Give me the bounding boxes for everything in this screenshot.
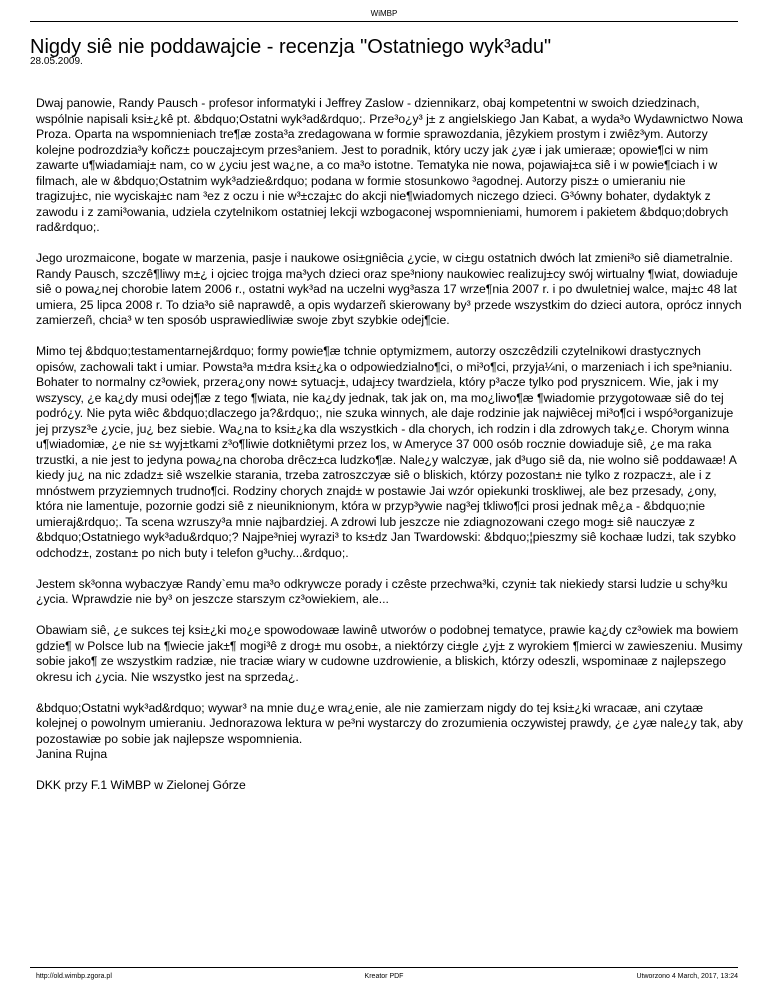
- footer-created: Utworzono 4 March, 2017, 13:24: [636, 973, 738, 980]
- paragraph-1: Dwaj panowie, Randy Pausch - profesor informatyki i Jeffrey Zaslow - dziennikarz, obaj kompetentni w swoich dziedzinach, wspólnie napisali ksi±¿kê pt. &bdquo;Ostatni wyk³ad&rdquo;. Prze³o¿y³ j± z angielskiego Jan Kabat, a wyda³o Wydawnictwo Nowa Proza. Oparta na wspomnieniach tre¶æ zosta³a zredagowana w formie sprawozdania, jêzykiem prostym i zwiêz³ym. Autorzy kolejne podrozdzia³y koñcz± pouczaj±cym przes³aniem. Jest to poradnik, który uczy jak ¿yæ i jak umieraæ; opowie¶ci w nim zawarte u¶wiadamiaj± nam, co w ¿yciu jest wa¿ne, a co ma³o istotne. Tematyka nie nowa, pojawiaj±ca siê i w powie¶ciach i w filmach, ale w &bdquo;Ostatnim wyk³adzie&rdquo; podana w formie stosunkowo ³agodnej. Autorzy pisz± o umieraniu nie tragizuj±c, nie wyciskaj±c nam ³ez z oczu i nie w³±czaj±c do akcji nie¶wiadomych niczego dzieci. G³ówny bohater, dydaktyk z zawodu i z zami³owania, udziela czytelnikom ostatniej lekcji wzbogaconej wspomnieniami, humorem i pakietem &bdquo;dobrych rad&rdquo;.: [36, 96, 743, 234]
- footer-divider: [30, 967, 738, 968]
- footer-url[interactable]: http://old.wimbp.zgora.pl: [36, 973, 112, 980]
- footer-generator: Kreator PDF: [364, 973, 404, 980]
- paragraph-5: Obawiam siê, ¿e sukces tej ksi±¿ki mo¿e spowodowaæ lawinê utworów o podobnej tematyce, prawie ka¿dy cz³owiek ma bowiem gdzie¶ w Polsce lub na ¶wiecie jak±¶ mogi³ê z drog± mu osob±, a niektórzy ci±gle ¿yj± z wyrokiem ¶mierci w zawieszeniu. Musimy sobie jako¶ ze wszystkim radziæ, nie traciæ wiary w cudowne uzdrowienie, a bliskich, którzy odeszli, wspominaæ z najlepszego okresu ich ¿ycia. Nie wszystko jest na sprzeda¿.: [36, 623, 743, 684]
- paragraph-2: Jego urozmaicone, bogate w marzenia, pasje i naukowe osi±gniêcia ¿ycie, w ci±gu ostatnich dwóch lat zmieni³o siê diametralnie. Randy Pausch, szczê¶liwy m±¿ i ojciec trojga ma³ych dzieci oraz spe³niony naukowiec realizuj±cy swój wirtualny ¶wiat, dowiaduje siê o powa¿nej chorobie latem 2006 r., ostatni wyk³ad na uczelni wyg³asza 17 wrze¶nia 2007 r. i po dwuletniej walce, maj±c 48 lat umiera, 25 lipca 2008 r. To dzia³o siê naprawdê, a opis wydarzeñ skierowany by³ przede wszystkim do dzieci autora, oprócz innych zamierzeñ, chcia³ w ten sposób usprawiedliwiæ swoje zbyt szybkie odej¶cie.: [36, 251, 742, 327]
- paragraph-6: &bdquo;Ostatni wyk³ad&rdquo; wywar³ na mnie du¿e wra¿enie, ale nie zamierzam nigdy do tej ksi±¿ki wracaæ, ani czytaæ kolejnej o powolnym umieraniu. Jednorazowa lektura w pe³ni wystarczy do zrozumienia oczywistej prawdy, ¿e ¿yæ nale¿y tak, aby pozostawiæ po sobie jak najlepsze wspomnienia. Janina Rujna: [36, 700, 743, 761]
- header-site-name: WiMBP: [370, 9, 398, 18]
- header-divider: [30, 21, 738, 22]
- paragraph-4: Jestem sk³onna wybaczyæ Randy`emu ma³o odkrywcze porady i czêste przechwa³ki, czyni± tak niekiedy starsi ludzie u schy³ku ¿ycia. Wprawdzie nie by³ on jeszcze starszym cz³owiekiem, ale...: [36, 576, 728, 606]
- article-body: [36, 96, 744, 809]
- paragraph-7: DKK przy F.1 WiMBP w Zielonej Górze: [36, 778, 246, 792]
- paragraph-3: Mimo tej &bdquo;testamentarnej&rdquo; formy powie¶æ tchnie optymizmem, autorzy oszczêdzili czytelnikowi drastycznych opisów, zachowali takt i umiar. Powsta³a m±dra ksi±¿ka o odpowiedzialno¶ci, o mi³o¶ci, przyja¼ni, o marzeniach i ich spe³nianiu. Bohater to normalny cz³owiek, przera¿ony now± sytuacj±, udaj±cy twardziela, który p³acze tylko pod prysznicem. Wie, jak i my wszyscy, ¿e ka¿dy musi odej¶æ z tego ¶wiata, nie ka¿dy jednak, tak jak on, ma mo¿liwo¶æ ¶wiadomie przygotowaæ siê do tej podró¿y. Nie pyta wiêc &bdquo;dlaczego ja?&rdquo;, nie szuka winnych, ale daje rodzinie jak najwiêcej mi³o¶ci i wspó³organizuje jej przysz³e ¿ycie, ju¿ bez siebie. Wa¿na to ksi±¿ka dla wszystkich - dla chorych, ich rodzin i dla zdrowych tak¿e. Chorym winna u¶wiadomiæ, ¿e nie s± wyj±tkami z³o¶liwie dotkniêtymi przez los, w Ameryce 37 000 osób rocznie dowiaduje siê, ¿e ma raka trzustki, a nie jest to jedyna powa¿na choroba drêcz±ca ludzko¶æ. Nale¿y walczyæ, jak d³ugo siê da, nie wolno siê poddawaæ! A kiedy ju¿ na nic zdadz± siê wszelkie starania, trzeba zatroszczyæ siê o bliskich, którzy pozostan± nie tylko z rozpacz±, ale i z mnóstwem przyziemnych trudno¶ci. Rodziny chorych znajd± w postawie Jai wzór opiekunki troskliwej, ale bez przesady, ¿ony, która nie lamentuje, pozornie godzi siê z nieuniknionym, która w przyp³ywie nag³ej tkliwo¶ci prosi jednak mê¿a - &bdquo;nie umieraj&rdquo;. Ta scena wzruszy³a mnie najbardziej. A zdrowi lub jeszcze nie zdiagnozowani czego mog± siê nauczyæ z &bdquo;Ostatniego wyk³adu&rdquo;? Najpe³niej wyrazi³ to ks±dz Jan Twardowski: &bdquo;¦pieszmy siê kochaæ ludzi, tak szybko odchodz±, zostan± po nich buty i telefon g³uchy...&rdquo;.: [36, 344, 737, 560]
- article-title: Nigdy siê nie poddawajcie - recenzja "Ostatniego wyk³adu": [30, 36, 552, 58]
- article-date: 28.05.2009.: [30, 56, 83, 67]
